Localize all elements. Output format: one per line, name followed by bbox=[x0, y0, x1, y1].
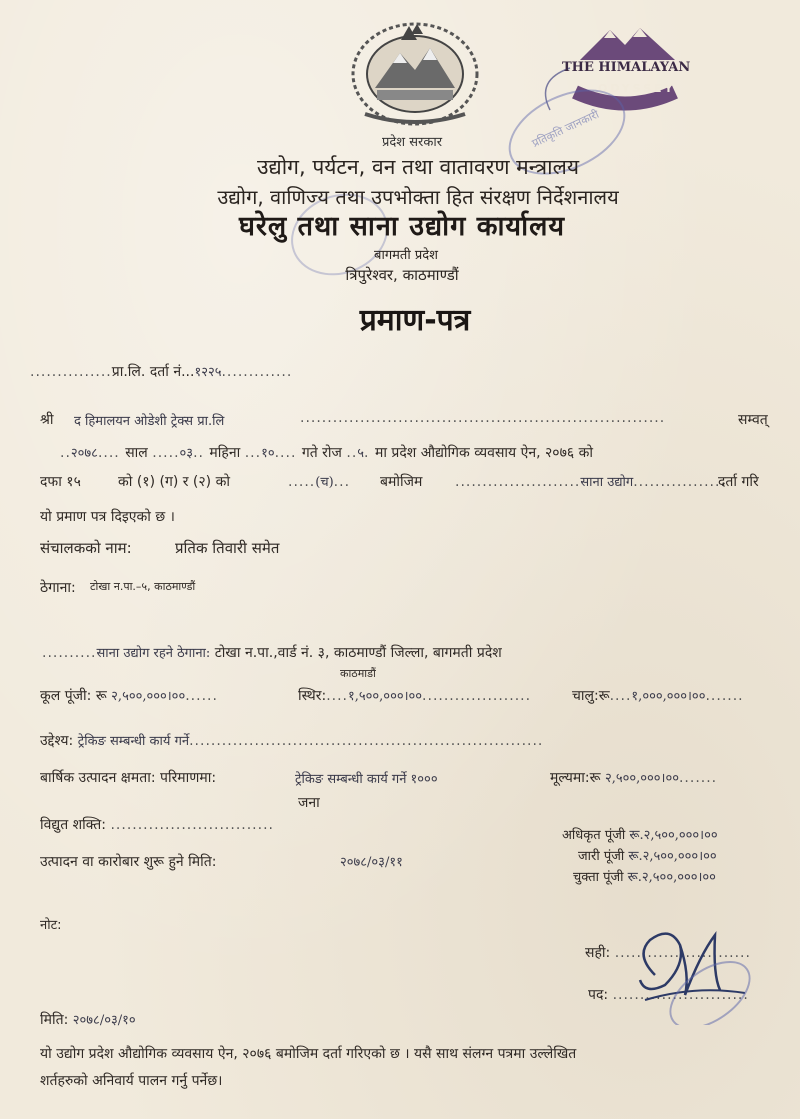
logo-text-secondary: ODYSSEY bbox=[598, 82, 676, 95]
weekday-value: ५ bbox=[357, 446, 365, 461]
objective-value: ट्रेकिङ सम्बन्धी कार्य गर्ने bbox=[77, 734, 190, 749]
date-label: मिति: bbox=[40, 1012, 69, 1028]
power-line: विद्युत शक्ति: .............................. bbox=[40, 817, 274, 833]
power-label: विद्युत शक्ति: bbox=[40, 817, 107, 833]
note-label: नोट: bbox=[40, 918, 62, 933]
mahina-label: महिना bbox=[209, 445, 241, 461]
category-value: साना उद्योग bbox=[580, 475, 634, 490]
certificate-title: प्रमाण-पत्र bbox=[359, 303, 471, 338]
darta-gari-label: दर्ता गरि bbox=[718, 474, 759, 490]
start-date-value: २०७८/०३/११ bbox=[340, 855, 403, 870]
start-date-label: उत्पादन वा कारोबार शुरू हुने मिति: bbox=[40, 854, 217, 870]
director-label: संचालकको नाम: bbox=[40, 539, 132, 557]
footer-line-1: यो उद्योग प्रदेश औद्योगिक व्यवसाय ऐन, २०७६ बमोजिम दर्ता गरिएको छ । यसै साथ संलग्न पत्रमा उल्लेखित bbox=[40, 1046, 577, 1062]
capital-detail-label: जारी पूंजी bbox=[578, 849, 625, 864]
year-value: २०७८ bbox=[70, 446, 98, 461]
registration-line: ...............प्रा.लि. दर्ता नं...१२२५............. bbox=[30, 364, 293, 380]
total-capital-label: कूल पूंजी: रू bbox=[40, 688, 107, 704]
handwritten-signature-icon bbox=[625, 915, 755, 1025]
office-stamp: प्रतिकृति जानकारी bbox=[495, 72, 639, 191]
capital-detail-value: रू.२,५००,०००।०० bbox=[629, 828, 718, 843]
industry-address-value: टोखा न.पा.,वार्ड नं. ३, काठमाण्डौं जिल्ला, बागमती प्रदेश bbox=[214, 645, 502, 661]
dafa-label: दफा १५ bbox=[40, 474, 81, 490]
directorate-name: उद्योग, वाणिज्य तथा उपभोक्ता हित संरक्षण निर्देशनालय bbox=[217, 185, 619, 209]
ministry-name: उद्योग, पर्यटन, वन तथा वातावरण मन्त्रालय bbox=[256, 155, 580, 179]
company-name: द हिमालयन ओडेशी ट्रेक्स प्रा.लि bbox=[74, 414, 225, 429]
capital-detail-value: रू.२,५००,०००।०० bbox=[628, 849, 717, 864]
saal-label: साल bbox=[125, 445, 148, 461]
address-value: टोखा न.पा.–५, काठमाण्डौं bbox=[90, 580, 196, 593]
objective-line: उद्देश्य: ट्रेकिङ सम्बन्धी कार्य गर्ने................................................................. bbox=[40, 733, 544, 749]
signature-sahi-label: सही: bbox=[585, 945, 611, 961]
date-line: ..२०७८.... साल .....०३.. महिना ...१०.... गते रोज ..५. मा प्रदेश औद्योगिक व्यवसाय ऐन, २०७६ को bbox=[60, 445, 593, 461]
date-value: २०७८/०३/१० bbox=[72, 1013, 136, 1028]
industry-address-line: ..........साना उद्योग रहने ठेगाना: टोखा न.पा.,वार्ड नं. ३, काठमाण्डौं जिल्ला, बागमती प्रदेश bbox=[42, 645, 502, 661]
gate-roj-label: गते रोज bbox=[301, 445, 342, 461]
registration-number: १२२५ bbox=[194, 365, 222, 380]
capital-detail-value: रू.२,५००,०००।०० bbox=[627, 870, 716, 885]
month-value: ०३ bbox=[179, 446, 194, 461]
total-capital-value: २,५००,०००।०० bbox=[111, 689, 186, 704]
production-quantity: ट्रेकिङ सम्बन्धी कार्य गर्ने १००० bbox=[295, 772, 438, 787]
date-line bbox=[40, 1010, 136, 1029]
act-text: मा प्रदेश औद्योगिक व्यवसाय ऐन, २०७६ को bbox=[374, 445, 593, 461]
production-label: बार्षिक उत्पादन क्षमता: परिमाणमा: bbox=[40, 770, 217, 786]
registration-label: प्रा.लि. दर्ता नं... bbox=[111, 364, 195, 380]
address-label: ठेगाना: bbox=[40, 580, 76, 596]
production-unit: जना bbox=[298, 795, 320, 811]
capital-detail-row bbox=[562, 825, 718, 843]
province-name: बागमती प्रदेश bbox=[374, 248, 438, 263]
industry-address-sub: काठमाडौं bbox=[340, 667, 376, 680]
capital-line: कूल पूंजी: रू २,५००,०००।००...... bbox=[40, 688, 218, 704]
sub-clause-label: को (१) (ग) र (२) को bbox=[118, 474, 230, 490]
issued-text: यो प्रमाण पत्र दिइएको छ । bbox=[40, 509, 175, 525]
capital-detail-row bbox=[578, 846, 717, 864]
signature-pad-label: पद: bbox=[588, 987, 609, 1003]
logo-text-primary: THE HIMALAYAN bbox=[562, 60, 691, 75]
director-value: प्रतिक तिवारी समेत bbox=[175, 539, 280, 557]
production-value: २,५००,०००।०० bbox=[604, 771, 679, 786]
province-government: प्रदेश सरकार bbox=[381, 135, 443, 150]
office-name: घरेलु तथा साना उद्योग कार्यालय bbox=[238, 211, 566, 242]
clause-value: (च) bbox=[315, 475, 334, 490]
industry-address-prefix: साना उद्योग रहने ठेगाना: bbox=[96, 646, 211, 661]
shree-label: श्री bbox=[40, 412, 54, 428]
objective-label: उद्देश्य: bbox=[40, 733, 74, 749]
capital-detail-label: अधिकृत पूंजी bbox=[562, 828, 626, 843]
current-capital-value: १,०००,०००।०० bbox=[631, 689, 706, 704]
capital-detail-row bbox=[573, 867, 716, 885]
samvat-label: सम्वत् bbox=[738, 412, 768, 428]
day-value: १० bbox=[261, 446, 275, 461]
fixed-capital-label: स्थिर: bbox=[298, 688, 327, 704]
bamojim-label: बमोजिम bbox=[380, 474, 423, 490]
nepal-emblem-icon bbox=[345, 18, 485, 130]
certificate-paper: THE HIMALAYAN ODYSSEY प्रतिकृति जानकारी प्रदेश सरकार उद्योग, पर्यटन, वन तथा वातावरण मन्त्रालय उद्योग, वाणिज्य तथा उपभोक्ता हित संरक्षण निर्देशनालय घरेलु तथा साना उद्योग कार्यालय बागमती प्रदेश त्रिपुरेश्वर, काठमाण्डौं प्रमाण-पत्र ...............प्रा.लि. दर्ता नं...१२२५............. श्री द हिमालयन ओडेशी ट्रेक्स प्रा.लि ................................................................... सम्वत् ..२०७८.... साल .....०३.. महिना ...१०.... गते रोज ..५. मा प्रदेश औद्योगिक व्यवसाय ऐन, २०७६ को दफा १५ को (१) (ग) र (२) को .....(च)... बमोजिम .......................साना उद्योग................. दर्ता गरि यो प्रमाण पत्र दिइएको छ । संचालकको नाम: प्रतिक तिवारी समेत ठेगाना: टोखा न.पा.–५, काठमाण्डौं ..........साना उद्योग रहने ठेगाना: टोखा न.पा.,वार्ड नं. ३, काठमाण्डौं जिल्ला, बागमती प्रदेश काठमाडौं कूल पूंजी: रू २,५००,०००।००...... स्थिर:....१,५००,०००।००.................... चालु:रू....१,०००,०००।००....... उद्देश्य: ट्रेकिङ सम्बन्धी कार्य गर्ने................................................................. बार्षिक उत्पादन क्षमता: परिमाणमा: ट्रेकिङ सम्बन्धी कार्य गर्ने १००० जना मूल्यमा:रू २,५००,०००।००....... विद्युत शक्ति: .............................. अधिकृत पूंजी रू.२,५००,०००।०० जारी पूंजी रू.२,५००,०००।०० चुक्ता पूंजी रू.२,५००,०००।०० उत्पादन वा कारोबार शुरू हुने मिति: २०७८/०३/११ नोट: सही: ......................... पद: ......................... मिति: २०७८/०३/१० यो उद्योग प्रदेश औद्योगिक व्यवसाय ऐन, २०७६ बमोजिम दर्ता गरिएको छ । यसै साथ संलग्न पत्रमा उल्लेखित शर्तहरुको अनिवार्य पालन गर्नु पर्नेछ। bbox=[0, 0, 800, 1119]
production-value-label: मूल्यमा:रू bbox=[550, 770, 601, 786]
office-city: त्रिपुरेश्वर, काठमाण्डौं bbox=[345, 266, 459, 284]
capital-detail-label: चुक्ता पूंजी bbox=[573, 870, 624, 885]
fixed-capital-value: १,५००,०००।०० bbox=[348, 689, 423, 704]
current-capital-label: चालु:रू bbox=[572, 688, 610, 704]
footer-line-2: शर्तहरुको अनिवार्य पालन गर्नु पर्नेछ। bbox=[40, 1073, 223, 1089]
